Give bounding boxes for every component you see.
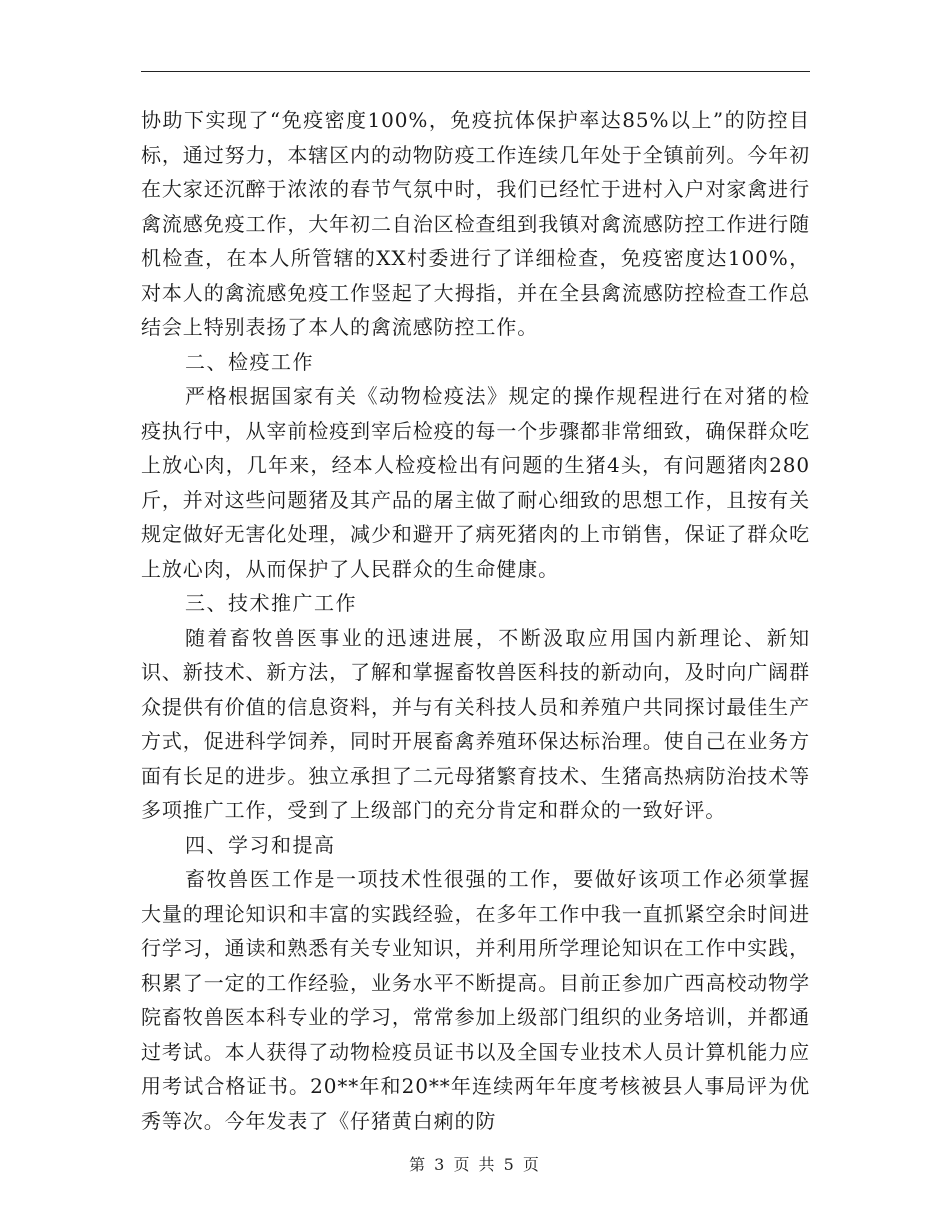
paragraph-4: 畜牧兽医工作是一项技术性很强的工作，要做好该项工作必须掌握大量的理论知识和丰富的实践经验，在多年工作中我一直抓紧空余时间进行学习，通读和熟悉有关专业知识，并利用所学理论知识在工作中实践，积累了一定的工作经验，业务水平不断提高。目前正参加广西高校动物学院畜牧兽医本科专业的学习，常常参加上级部门组织的业务培训，并都通过考试。本人获得了动物检疫员证书以及全国专业技术人员计算机能力应用考试合格证书。20**年和20**年连续两年年度考核被县人事局评为优秀等次。今年发表了《仔猪黄白痢的防 bbox=[141, 867, 810, 1133]
header-rule bbox=[141, 71, 810, 72]
section-heading-technology: 三、技术推广工作 bbox=[185, 591, 357, 615]
document-body bbox=[141, 103, 810, 1138]
section-heading-learning: 四、学习和提高 bbox=[185, 832, 336, 857]
paragraph-3: 随着畜牧兽医事业的迅速进展，不断汲取应用国内新理论、新知识、新技术、新方法，了解和掌握畜牧兽医科技的新动向，及时向广阔群众提供有价值的信息资料，并与有关科技人员和养殖户共同探讨最佳生产方式，促进科学饲养，同时开展畜禽养殖环保达标治理。使自己在业务方面有长足的进步。独立承担了二元母猪繁育技术、生猪高热病防治技术等多项推广工作，受到了上级部门的充分肯定和群众的一致好评。 bbox=[141, 625, 810, 822]
paragraph-1: 协助下实现了“免疫密度100%，免疫抗体保护率达85%以上”的防控目标，通过努力，本辖区内的动物防疫工作连续几年处于全镇前列。今年初在大家还沉醉于浓浓的春节气氛中时，我们已经忙于进村入户对家禽进行禽流感免疫工作，大年初二自治区检查组到我镇对禽流感防控工作进行随机检查，在本人所管辖的XX村委进行了详细检查，免疫密度达100%，对本人的禽流感免疫工作竖起了大拇指，并在全县禽流感防控检查工作总结会上特别表扬了本人的禽流感防控工作。 bbox=[141, 108, 810, 339]
paragraph-2: 严格根据国家有关《动物检疫法》规定的操作规程进行在对猪的检疫执行中，从宰前检疫到宰后检疫的每一个步骤都非常细致，确保群众吃上放心肉，几年来，经本人检疫检出有问题的生猪4头，有问题猪肉280斤，并对这些问题猪及其产品的屠主做了耐心细致的思想工作，且按有关规定做好无害化处理，减少和避开了病死猪肉的上市销售，保证了群众吃上放心肉，从而保护了人民群众的生命健康。 bbox=[141, 384, 810, 581]
section-heading-inspection: 二、检疫工作 bbox=[185, 349, 314, 374]
page-number-footer: 第 3 页 共 5 页 bbox=[409, 1155, 541, 1174]
